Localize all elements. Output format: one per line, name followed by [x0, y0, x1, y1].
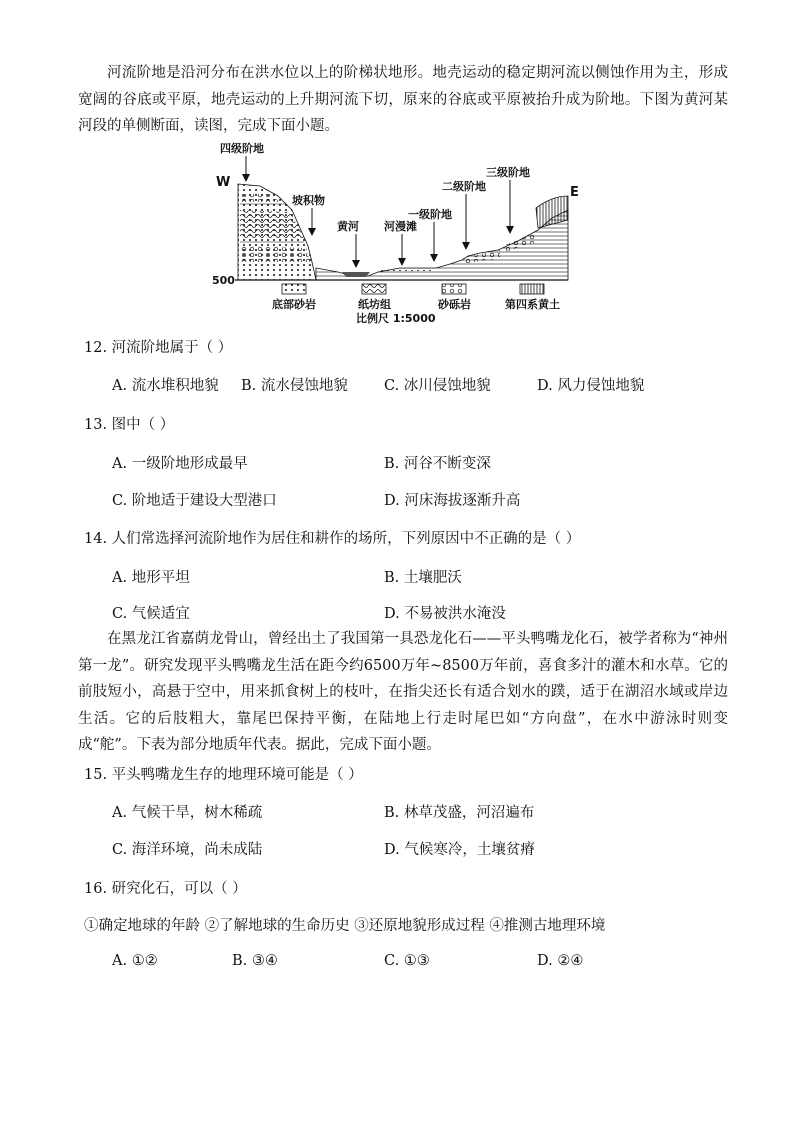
elevation-label: 500	[212, 274, 235, 287]
west-bank-zhifang	[240, 210, 304, 238]
legend-swatch-sandstone	[282, 284, 306, 294]
q15-option-d[interactable]: D. 气候寒冷，土壤贫瘠	[384, 842, 535, 858]
q16-option-b[interactable]: B. ③④	[232, 953, 278, 969]
q14-option-a[interactable]: A. 地形平坦	[112, 570, 190, 586]
q12-option-a[interactable]: A. 流水堆积地貌	[112, 378, 219, 394]
q14-stem: 14. 人们常选择河流阶地作为居住和耕作的场所，下列原因中不正确的是（ ）	[84, 531, 581, 547]
terrace4-label: 四级阶地	[220, 142, 264, 155]
q16-option-c[interactable]: C. ①③	[384, 953, 430, 969]
q15-option-b[interactable]: B. 林草茂盛，河沼遍布	[384, 805, 535, 821]
q16-items: ①确定地球的年龄 ②了解地球的生命历史 ③还原地貌形成过程 ④推测古地理环境	[84, 918, 606, 934]
passage-dinosaur: 在黑龙江省嘉荫龙骨山，曾经出土了我国第一具恐龙化石——平头鸭嘴龙化石，被学者称为“神州第一龙”。研究发现平头鸭嘴龙生活在距今约6500万年~8500万年前，喜食多汁的灌木和水草。它的前肢短小，高悬于空中，用来抓食树上的枝叶，在指尖还长有适合划水的蹼，适于在湖沼水域或岸边生活。它的后肢粗大，靠尾巴保持平衡，在陆地上行走时尾巴如“方向盘”，在水中游泳时则变成“舵”。下表为部分地质年代表。据此，完成下面小题。	[78, 631, 728, 753]
q13-option-d[interactable]: D. 河床海拔逐渐升高	[384, 493, 521, 509]
colluvium-label: 坡积物	[292, 194, 325, 207]
west-label: W	[216, 175, 231, 190]
passage-terraces: 河流阶地是沿河分布在洪水位以上的阶梯状地形。地壳运动的稳定期河流以侧蚀作用为主，形成宽阔的谷底或平原，地壳运动的上升期河流下切，原来的谷底或平原被抬升成为阶地。下图为黄河某河段的单侧断面，读图，完成下面小题。	[78, 65, 728, 134]
q16-option-d[interactable]: D. ②④	[537, 953, 584, 969]
legend-gravel: 砂砾岩	[438, 298, 471, 311]
q13-option-b[interactable]: B. 河谷不断变深	[384, 456, 491, 472]
q12-option-c[interactable]: C. 冰川侵蚀地貌	[384, 378, 491, 394]
cross-section-svg	[200, 138, 620, 328]
q12-option-b[interactable]: B. 流水侵蚀地貌	[241, 378, 348, 394]
river-water	[342, 272, 370, 277]
terrace1-label: 一级阶地	[408, 208, 452, 221]
legend-sandstone: 底部砂岩	[272, 298, 316, 311]
q16-option-a[interactable]: A. ①②	[112, 953, 158, 969]
q14-option-c[interactable]: C. 气候适宜	[112, 606, 190, 622]
q15-option-a[interactable]: A. 气候干旱，树木稀疏	[112, 805, 263, 821]
east-label: E	[570, 185, 579, 200]
legend-swatch-loess	[520, 284, 544, 294]
q15-stem: 15. 平头鸭嘴龙生存的地理环境可能是（ ）	[84, 767, 363, 783]
q14-option-b[interactable]: B. 土壤肥沃	[384, 570, 462, 586]
river-cross-section-figure	[200, 138, 620, 328]
scale-label: 比例尺 1:5000	[356, 312, 436, 325]
terrace3-label: 三级阶地	[486, 166, 530, 179]
west-bank-gravel-lower	[240, 246, 310, 262]
terrace2-label: 二级阶地	[442, 180, 486, 193]
legend-loess: 第四系黄土	[505, 298, 560, 311]
q12-stem: 12. 河流阶地属于（ ）	[84, 340, 233, 356]
q13-option-a[interactable]: A. 一级阶地形成最早	[112, 456, 248, 472]
legend-swatch-zhifang	[362, 284, 386, 294]
q13-option-c[interactable]: C. 阶地适于建设大型港口	[112, 493, 277, 509]
q12-option-d[interactable]: D. 风力侵蚀地貌	[537, 378, 645, 394]
q15-option-c[interactable]: C. 海洋环境，尚未成陆	[112, 842, 263, 858]
q13-stem: 13. 图中（ ）	[84, 417, 175, 433]
q16-stem: 16. 研究化石，可以（ ）	[84, 881, 247, 897]
legend-swatch-gravel	[442, 284, 466, 294]
floodplain-label: 河漫滩	[384, 220, 417, 233]
legend-zhifang: 纸坊组	[358, 298, 391, 311]
q14-option-d[interactable]: D. 不易被洪水淹没	[384, 606, 506, 622]
yellow-river-label: 黄河	[337, 220, 359, 233]
